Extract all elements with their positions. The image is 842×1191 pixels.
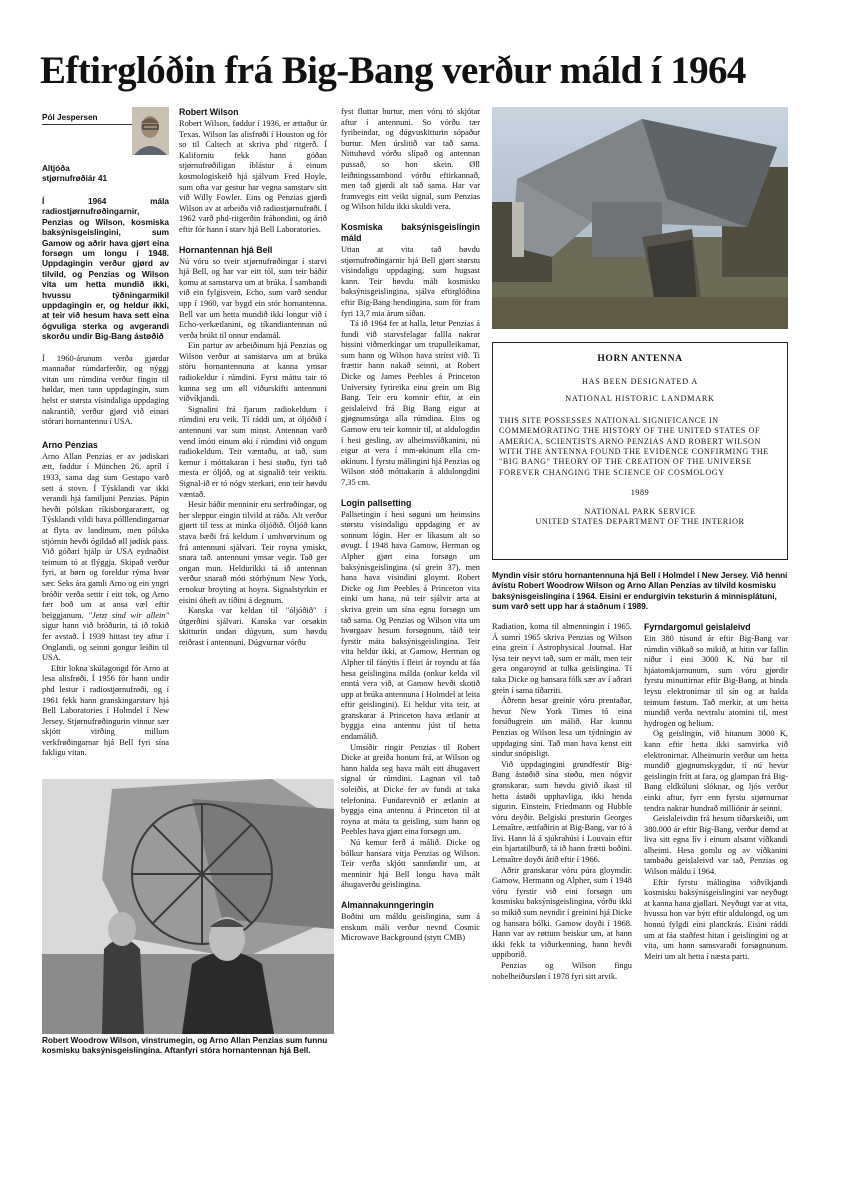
column-3: [341, 107, 480, 1044]
heading-almannakunngeringin: Almannakunngeringin: [341, 899, 434, 910]
heading-hornantennan: Hornantennan hjá Bell: [179, 244, 273, 255]
paragraph: Robert Wilson, føddur í 1936, er ættaður úr Texas. Wilson las alisfrøði í Houston og fór so til Caltech at skriva phd ritgerð. Í Kaliforniu fekk hann góðan stjørnufrøðiligan íblástur á einum kosmologiskeið hjá sjálvum Fred Hoyle, sum ofta var gestur har vegna samstarv sítt við Willy Fowler. Eins og Penzias gjørdi Wilson av at arbeiða við radiostjørnufrøði. Í 1962 varð phd-ritgerðin fráhondini, og árið eftir fór hann í starv hjá Bell Laboratories.: [179, 119, 327, 234]
column-5: [644, 622, 788, 1062]
author-title-1: Altjóða: [42, 164, 70, 173]
plaque-title: HORN ANTENNA: [597, 353, 683, 364]
paragraph-text: Arno Allan Penzias er av jødiskari ætt, føddur í München 26. apríl í 1933, sama dag sum Gestapo varð sett á stovn. Í Týsklandi var ikki verandi hjá familjuni Penzias. Pápin hevði pólskan ríkisborgararætt, og Týsklandi vildi hava pólllendingarnar at flyta av landinum, men pólska stjórnin hevði ógildað øll jødisk pass. Við góðari hjálp úr USA eydnaðist teimum tó at flýggja. Skipað verður fyri, at børn og foreldur rýma hvør sær. Seks ára gamli Arno og ein yngri bróðir verða settir í eitt tok, og Arno fær boð um at ansa væl eftir beiggjanum.: [42, 451, 169, 620]
plaque-footer-1: NATIONAL PARK SERVICE: [584, 507, 696, 517]
paragraph: Nú vóru so tveir stjørnufrøðingar í starvi hjá Bell, og har var eitt tól, sum teir báðir komu at samstarva um at brúka. Í sambandi við ein fylgisvein, Echo, sum varð sendur upp í 1960, var bygd ein stór hornantenna. Bell var um hetta mundið ikki longur við í Echo-verkætlanini, og tíkandiantennan nú verða brúkt til onnur endamál.: [179, 256, 327, 340]
author-title-2: stjørnufrøðiár 41: [42, 174, 108, 183]
paragraph: Hesir báðir menninir eru serfrøðingar, og her sleppur eingin tilvild at ráða. Alt verður gjørtt til tess at minka óljóðið. Óljóð kann stava bæði frá keldum í umhvørvinum og frá antennuni sjálvari. Teir royna ymiskt, snara tað. antennuni ymsar vegir. Tað ger ongan mun. Heldurikki tá ið antennan verður snarað móti stórbýnum New York, ernokur broyting at hoyra. Signalstyrkin er eisini óheft av tíðini á degnum.: [179, 500, 327, 605]
plaque-line-2: NATIONAL HISTORIC LANDMARK: [565, 394, 715, 404]
paragraph: Geislaleivdin frá hesum tíðarskeiði, um 380.000 ár eftir Big-Bang, verður dømd at liva sitt egna lív í einum alsamt víðkandi alheimi. Hesa gomlu og av víðkanini tambaðu geislaleivd var tað, Penzias og Wilson máldu í 1964.: [644, 814, 788, 877]
right-photo-caption: Myndin vísir stóru hornantennuna hjá Bell í Holmdel í New Jersey. Við henni ávístu Robert Woodrow Wilson og Arno Allan Penzias av tilvild kosmisku baksýnisgeislingina í 1964. Eisini er endurgivin teksturin á minnisplátuni, sum varð sett upp har á staðnum í 1989.: [492, 571, 788, 612]
paragraph: fyst fluttar burtur, men vóru tó skjótar aftur í antennuni. So vórðu tær fyribeindar, og dúgvuskitturin sópaður burtur. Men úrslitið var tað sama. Nittuhøvd vórðu slípað og antennan pussað, so hon skein. Øll leiðningssambond vórðu eftirkannað, men tað gjørdi alt tað sama. Har var framvegis eitt veikt signal, sum Penzias og Wilson hildu ikki skuldi vera.: [341, 107, 480, 212]
plaque-footer-2: UNITED STATES DEPARTMENT OF THE INTERIOR: [535, 517, 745, 527]
heading-kosmiska: Kosmiska baksýnisgeislingin máld: [341, 221, 480, 243]
paragraph: Signalini frá fjarum radiokeldum í rúmdini eru veik. Tí ráddi um, at óljóðið í antennuni var sum minst. Antennan varð vend ímóti einum øki í rúmdini við ongum radiokeldum. Teir væntaðu, at tað, sum kemur í móttakaran í hesi støðu, fyri tað mesta er óljóð, og at signalið teir veiktu. Signal-ið er tó nógv sterkari, enn teir høvdu væntað.: [179, 404, 327, 499]
paragraph: Pallsetingin í hesi søguni um heimsins størstu vísindaligu uppdaging er av sonnum lógin. Her er líkasum alt so øvugt. Í 1948 hava Gamow, Herman og Alpher gjørt eina forsøgn um baksýnisgeislingina (sí grein 37), men hana hava vísindini gloymt. Robert Dicke og Jim Peebles á Princeton vita einki um hana, nú teir sjálvir arta at skriva grein um sína egnu forsøgn um tað sama. Og Penzias og Wilson vita um hvørgaav hesum forsøgnum, táið teir fyrstir máta baksýnisgeislingina. Teir vita heldur ikki, at Gamow, Herman og Alpher til fánýtis í fleiri ár royndu at fáa hesa geislingina málda (onkur kelda vil enntá vera við, at Gamow hevði skotið upp at brúka antennuna í Holmdel at leita eftir geislingini). Ei heldur vita teir, at granskarar á Princeton hava ætlanir at byggja eina antennu júst til hetta endamálið.: [341, 509, 480, 742]
paragraph: Eftir lokna skúlagongd fór Arno at lesa alisfrøði. Í 1956 fór hann undir phd lestur í radiostjørnufrøði, og í 1961 fekk hann granskingarstarv hjá Bell Laboratories í Holmdel í New Jersey. Stjørnufrøðingurin vinnur sær skjótt virðing millum verkfrøðingarnar hjá Bell fyri sína fakligu vitan.: [42, 663, 169, 758]
column-2: [179, 107, 327, 771]
paragraph: Kanska var keldan til "óljóðið" í útgerðini sjálvari. Kanska var orsøkin skitturin undan dúgvum, sum høvdu reiðrast í antennuni. Dúgvurnar vórðu: [179, 606, 327, 647]
paragraph-text: sigur hann við bróðurin, tá ið tokið fer avstað. Í 1939 hittast tey aftur í Onglandi, og seinni gongur leiðin til USA.: [42, 621, 169, 663]
paragraph: [42, 452, 169, 664]
paragraph: Penzias og Wilson fingu nobelheiðursløn í 1978 fyri sitt arvik.: [492, 961, 632, 981]
paragraph: Uttan at vita tað høvdu stjørnufrøðingarnir hjá Bell gjørt størstu vísindaligu uppdaging, sum hugsast kann. Teir høvdu mált kosmisku baksýnisgeislingina, sjálva eftirglóðina eftir Big-Bang hendingina, sum fór fram fyri 13,7 mia árum síðan.: [341, 244, 480, 318]
quote-text: "Jetzt sind wir allein": [88, 610, 169, 620]
plaque-line-1: HAS BEEN DESIGNATED A: [582, 377, 698, 386]
paragraph: Tá ið 1964 fer at halla, letur Penzias á fundi við starvsfelagar fallla nakrar hissini viðmerkingar um trupulleikamar, sum hann og Wilson hava strítst við. Ti frættir hann nakað seinni, at Robert Dicke og James Peebles á Princeton University fyrireika eina grein um Big Bang. Teir eru komnir eftir, at ein geislaleivd frá Big Bang eigur at gjøgnumsúrga alla rúmdina. Eins og Gamow eru teir komnir til, at aldulogdin í hesi gesling, av alheimsvíðkanini, nú eigur at vera í mm-økinum ella cm-økinum. Í fyrstu málingini hjá Penzias og Wilson stóð móttakarin á aldulongdini 7,35 cm.: [341, 319, 480, 487]
paragraph: Umsíðir ringir Penzias til Robert Dicke at greiða honum frá, at Wilson og hann halda seg hava mált eitt áhugavert signal úr rúmdini. Lagnan vil tað soleiðis, at Dicke fer av fundi at taka telefonina. Fundarevnið er ætlanin at byggja eina antennu á Princeton til at royna at máta ta geisling, sum hann og Peebles hava gjørt eina forsøgn um.: [341, 742, 480, 837]
left-photo-caption: Robert Woodrow Wilson, vinstrumegin, og Arno Allan Penzias sum funnu kosmisku baksýnisgeislingina. Aftanfyri stóra hornantennan hjá Bell.: [42, 1036, 328, 1056]
author-portrait: [132, 107, 169, 155]
headline: Eftirglóðin frá Big-Bang verður máld í 1964: [40, 49, 746, 92]
column-4: [492, 622, 632, 1062]
paragraph: Við uppdagingini grundfestir Big-Bang ástøðið sína støðu, men nógvir granskarar, sum høvdu givið íkast til hetta ástøði upphavliga, ikki henda sigurin. Einstein, Friedmann og Hubble vóru deyðir. Belgiski presturin Georges Lemaître, ættfaðirin at Big-Bang, var tó á lívi. Hann lá á sjúkrahúsi í Louvain eftir ein hjartatilburð, tá ið hann frætti boðini. Lemaître doyði árið eftir í 1966.: [492, 759, 632, 865]
paragraph: Ein 380 túsund ár eftir Big-Bang var rúmdin víðkað so mikið, at hitin var fallin niður í eini 3000 K. Nú bar til hjáatomkjarnunum, sum vóru gjørdir fyrstu minuttirnar eftir Big-Bang, at binda leysu elektronirnar til sín og at halda teimum føstum. Tað merkir, at um hetta mundið verða nevtralu atomini til, mest hydrogen og helium.: [644, 634, 788, 728]
scientists-photo: [42, 779, 334, 1034]
heading-robert-wilson: Robert Wilson: [179, 107, 239, 117]
paragraph: Radiation, koma til almenningin í 1965. Á sumrí 1965 skriva Penzias og Wilson eina grein í Astrophysical Journal. Har lýsa teir neyvt tað, sum er mált, men teir gera ongaroynd at tulka geislingina. Tí taka Dicke og hansara fólk sær av í aðrari grein í sama tíðarriti.: [492, 622, 632, 695]
plaque-body: THIS SITE POSSESSES NATIONAL SIGNIFICANCE IN COMMEMORATING THE HISTORY OF THE UNITED STATES OF AMERICA. SCIENTISTS ARNO PENZIAS AND ROBERT WILSON WITH THE ANTENNA FOUND THE EVIDENCE CONFIRMING THE "BIG BANG" THEORY OF THE CREATION OF THE UNIVERSE FOREVER CHANGING THE SCIENCE OF COSMOLOGY: [499, 415, 769, 477]
paragraph: Eftir fyrstu málingina viðvíkjandi kosmisku baksýnisgeislingini var neyðugt at kanna hana gjøllari. Neyðugt var at vita, hvussu hon var býtt eftir aldulongd, og um honnú fylgdi eini planckrás. Eisini ráddi um at fáa staðfest hitan í geislingini og at vita, um hann samsvaraði forsøgnunum. Meiri um alt hetta í næsta parti.: [644, 877, 788, 961]
paragraph: Áðrenn hesar greinir vóru prentaðar, hevur New York Times tó eina forsíðugrein um málið. Har kunnu Penzias og Wilson lesa um týdningin av uppdaging síni. Tað man hava kenst eitt sindur snópisligt.: [492, 696, 632, 759]
plaque-year: 1989: [630, 488, 650, 498]
paragraph: Ein partur av arbeiðinum hjá Penzias og Wilson verður at samstarva um at brúka stóru hornantennuna at kanna ymsar radiokeldur í rúmdini. Fyrst máttu tair tó kunna seg um øll viðurskifti antennuni viðvíkjandi.: [179, 341, 327, 404]
heading-login: Login pallsetting: [341, 497, 412, 508]
paragraph: Og geislingin, við hitanum 3000 K, kann eftir hetta ikki samvirka við elektronirnar. Alheimurin verður um hetta mundið gjøgnumskygdur, tí nú hevur geislingin frítt at fara, og glampan frá Big-Bang eldkúluni slóknar, og ljós verður einki aftur, fyrr enn fyrstu stjørnurnar tendra nakrar hundrað milliónir ár seinni.: [644, 729, 788, 813]
heading-arno-penzias: Arno Penzias: [42, 439, 98, 450]
paragraph: Boðini um máldu geislingina, sum á enskum máli verður nevnd Cosmic Microwave Background (stytt CMB): [341, 911, 480, 943]
paragraph: Aðrir granskarar vóru púra gloymdir. Gamow, Hermann og Alpher, sum í 1948 vóru fyrstir við eini forsøgn um kosmisku baksýnisgeislingina, vórðu ikki so mikið sum nevndir í greinini hjá Dicke og hansara bólki. Gamow doyði í 1968. Hann var av røttum beiskur um, at hann ikki fekk ta viðurkenning, hann hevði uppiborið.: [492, 865, 632, 960]
paragraph: Nú kemur ferð á málið. Dicke og bólkur hansara vitja Penzias og Wilson. Teir verða skjótt sannførdir um, at menninir hjá Bell longu hava mált áhugaverðu geislingina.: [341, 838, 480, 890]
horn-antenna-photo: [492, 107, 788, 329]
column-1: [42, 196, 169, 770]
author-divider: [42, 124, 132, 125]
heading-fyrndargomul: Fyrndargomul geislaleivd: [644, 622, 751, 632]
lead-paragraph: Í 1964 mála radiostjørnufrøðingarnir, Penzias og Wilson, kosmiska baksýnisgeislingini, sum Gamow og aðrir hava gjørt eina forsøgn um longu í 1948. Uppdagingin verður gjørd av tilvild, og Penzias og Wilson vita um hetta mundið ikki, hvussu týðningarmikil uppdagingin er, og heldur ikki, at teir við hesum hava sett eina ógvuliga sterka og avgerandi skorðu undir Big-Bang ástøðið: [42, 196, 169, 342]
intro-paragraph: Í 1960-árunum verða gjørdar mannaðar rúmdarferðir, og nýggj vitan um rúmdina verður fingin til høldar, men tann uppdagingin, sum helst er størsta vísindaliga uppdaging nakrantíð, verður gjørd við einari stórari hornantennu í USA.: [42, 353, 169, 427]
plaque-text-box: [492, 342, 788, 560]
author-name: Pól Jespersen: [42, 113, 98, 122]
